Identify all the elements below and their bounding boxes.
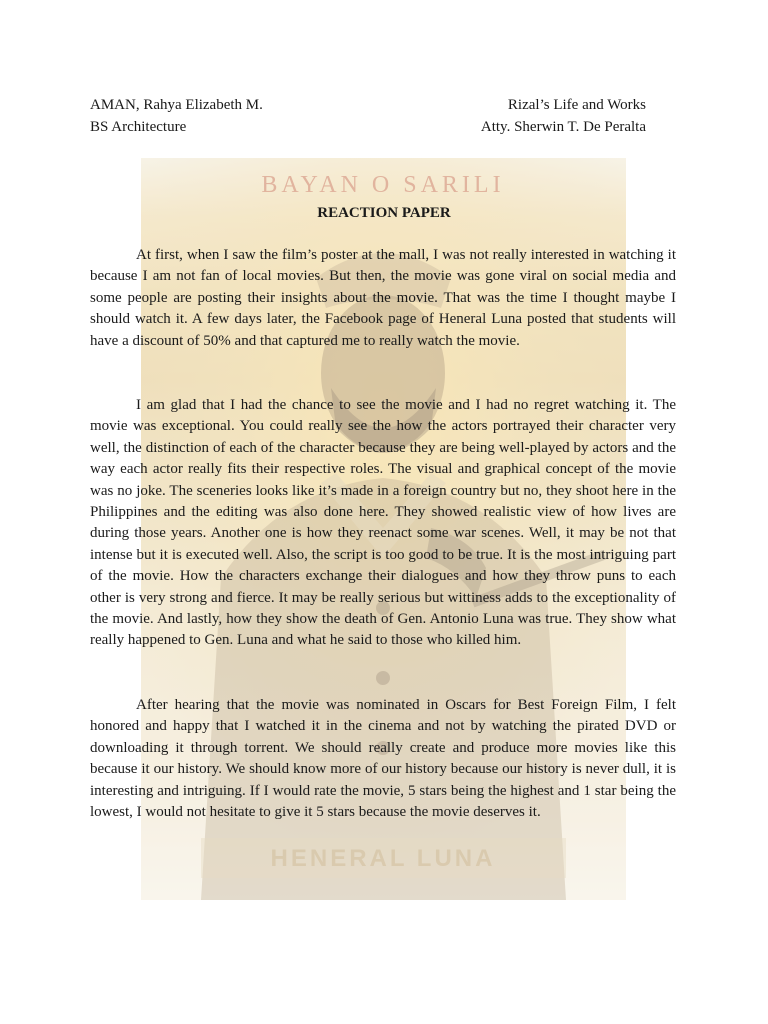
poster-title-text: BAYAN O SARILI	[261, 172, 505, 198]
page-title: REACTION PAPER	[317, 205, 451, 221]
paragraph: At first, when I saw the film’s poster at the mall, I was not really interested in watching it because I am not fan of local movies. But then, the movie was gone viral on social media and some people are posting their insights about the movie. That was the time I thought maybe I should watch it. A few days later, the Facebook page of Heneral Luna posted that students will have a discount of 50% and that captured me to really watch the movie.	[90, 247, 676, 349]
paragraph-2-block	[90, 395, 676, 652]
course-name: Rizal’s Life and Works	[507, 97, 646, 113]
instructor-name: Atty. Sherwin T. De Peralta	[480, 119, 646, 135]
program-name: BS Architecture	[90, 119, 187, 135]
poster-bottom-title: HENERAL LUNA	[270, 845, 496, 872]
header-row-2	[90, 116, 646, 138]
paragraph: I am glad that I had the chance to see the movie and I had no regret watching it. The movie was exceptional. You could really see the how the actors portrayed their character very well, the distinction of each of the character because they are being well-played by actors and the way each actor really fits their respective roles. The visual and graphical concept of the movie was no joke. The sceneries looks like it’s made in a foreign country but no, they shoot here in the Philippines and the editing was also done here. They showed realistic view of how lives are during those years. Another one is how they reenact some war scenes. Well, it may be not that intense but it is executed well. Also, the script is too good to be true. It is the most intriguing part of the movie. How the characters exchange their dialogues and how they throw puns to each other is very strong and fierce. It may be really serious but wittiness adds to the exceptionality of the movie. And lastly, how they show the death of Gen. Antonio Luna was true. They show what really happened to Gen. Luna and what he said to those who killed him.	[90, 397, 676, 649]
paragraph: After hearing that the movie was nominated in Oscars for Best Foreign Film, I felt honored and happy that I watched it in the cinema and not by watching the pirated DVD or downloading it through torrent. We should really create and produce more movies like this because it our history. We should know more of our history because our history is never dull, it is interesting and intriguing. If I would rate the movie, 5 stars being the highest and 1 star being the lowest, I would not hesitate to give it 5 stars because the movie deserves it.	[90, 697, 676, 821]
author-name: AMAN, Rahya Elizabeth M.	[90, 97, 263, 113]
header-row-1	[90, 94, 646, 116]
document-header	[90, 94, 646, 138]
paragraph-1-block	[90, 245, 676, 352]
paragraph-3-block	[90, 695, 676, 823]
